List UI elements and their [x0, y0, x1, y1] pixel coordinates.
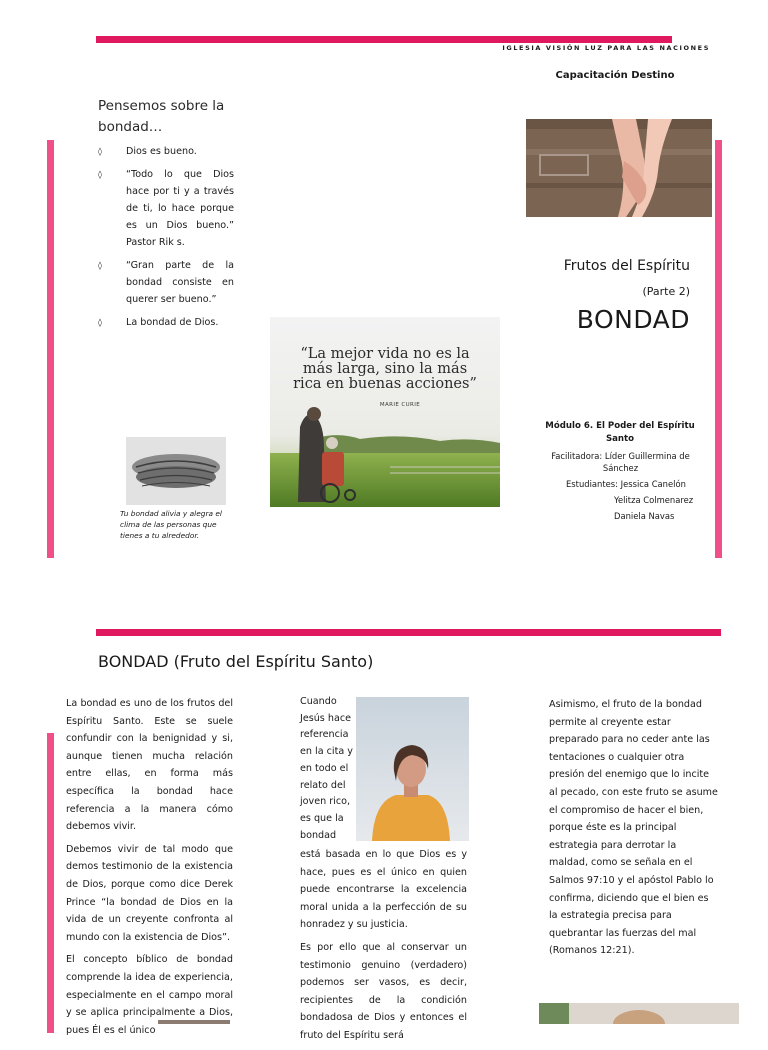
column-2: [300, 846, 467, 1050]
cover-part: (Parte 2): [642, 285, 690, 298]
right-side-bar: [715, 140, 722, 558]
column-2-wrap: [300, 694, 354, 844]
hands-wood-photo: [526, 119, 712, 217]
wrap-line: Cuando: [300, 696, 337, 707]
bullet-text: La bondad de Dios.: [126, 317, 219, 328]
woman-photo: [356, 697, 469, 841]
paragraph: Asimismo, el fruto de la bondad permite al creyente estar preparado para no ceder ante las tentaciones o cualquier otra presión del enemigo que lo incite al pecado, con este fruto se asume el compromiso de hacer el bien, porque éste es la principal estrategia para derrotar la maldad, como se señala en el Salmos 97:10 y el apóstol Pablo lo confirma, diciendo que el bien es la estrategia precisa para quebrantar las fuerzas del mal (Romanos 12:21).: [549, 699, 718, 957]
header-subtitle: Capacitación Destino: [555, 70, 675, 81]
facilitator: Facilitadora: Líder Guillermina de Sánchez: [551, 451, 690, 473]
list-item: [98, 314, 234, 331]
column-3: [549, 696, 718, 965]
list-item: [98, 257, 234, 308]
list-item: [98, 143, 234, 160]
diamond-bullet-icon: ◊: [98, 147, 102, 156]
reflection-title: Pensemos sobre la bondad…: [98, 98, 225, 135]
column-1: [66, 695, 233, 1044]
paragraph: Es por ello que al conservar un testimonio genuino (verdadero) podemos ser vasos, es decir, recipientes de la condición bondadosa de Dios y entonces el fruto del Espíritu será: [300, 941, 467, 1041]
hands-photo: [126, 437, 226, 505]
left-side-bar-page2: [47, 733, 54, 1033]
wrap-line: es que la: [300, 812, 344, 824]
paragraph: está basada en lo que Dios es y hace, pues es el único en quien puede encontrarse la excelencia moral unida a la perfección de su honradez y su justicia.: [300, 849, 467, 931]
wrap-line: en todo el: [300, 762, 349, 774]
wrap-line: en la cita y: [300, 746, 353, 758]
paragraph: Debemos vivir de tal modo que demos testimonio de la existencia de Dios, porque como dice Derek Prince “la bondad de Dios en la vida de un creyente confronta al mundo con la existencia de Dios”.: [66, 843, 233, 943]
bullet-text: Dios es bueno.: [126, 146, 197, 157]
wrap-line: Jesús hace: [300, 712, 351, 724]
section-accent-bar: [96, 629, 721, 636]
wrap-line: relato del: [300, 779, 346, 791]
quote-image: [270, 317, 500, 507]
reflection-bullet-list: [98, 143, 234, 337]
wrap-line: joven rico,: [300, 796, 351, 808]
wrap-line: referencia: [300, 729, 349, 741]
paragraph: La bondad es uno de los frutos del Espíritu Santo. Este se suele confundir con la benignidad y si, aunque tienen mucha relación entre ellas, en forma más específica la bondad hace referencia a la manera cómo debemos vivir.: [66, 698, 233, 833]
student-name: Jessica Canelón: [620, 479, 686, 489]
quote-author: MARIE CURIE: [379, 402, 421, 408]
student-name: Daniela Navas: [614, 511, 675, 521]
cover-title: Frutos del Espíritu: [563, 258, 690, 274]
bottom-right-photo: [539, 1003, 739, 1024]
top-accent-bar: [96, 36, 672, 43]
students-block: [566, 478, 706, 522]
organization-name: IGLESIA VISIÓN LUZ PARA LAS NACIONES: [502, 44, 710, 52]
diamond-bullet-icon: ◊: [98, 170, 102, 179]
bottom-left-photo: [158, 1020, 230, 1024]
student-name: Yelitza Colmenarez: [614, 495, 694, 505]
cover-heading: BONDAD: [576, 305, 690, 334]
paragraph: El concepto bíblico de bondad comprende la idea de experiencia, especialmente en el campo moral y se aplica principalmente a Dios, pues Él es el único: [66, 954, 233, 1036]
students-label: Estudiantes:: [566, 479, 618, 489]
module-title: Módulo 6. El Poder del Espíritu Santo: [545, 421, 695, 444]
wrap-line: bondad: [300, 829, 337, 841]
diamond-bullet-icon: ◊: [98, 318, 102, 327]
section-title: BONDAD (Fruto del Espíritu Santo): [98, 652, 374, 671]
list-item: [98, 166, 234, 251]
bullet-text: “Todo lo que Dios hace por ti y a través de ti, lo hace porque es un Dios bueno.” Pastor Rik s.: [126, 169, 234, 248]
left-side-bar: [47, 140, 54, 558]
hands-caption: Tu bondad alivia y alegra el clima de las personas que tienes a tu alrededor.: [120, 509, 222, 540]
bullet-text: “Gran parte de la bondad consiste en querer ser bueno.”: [126, 260, 234, 305]
diamond-bullet-icon: ◊: [98, 261, 102, 270]
quote-text: “La mejor vida no es la más larga, sino la más rica en buenas acciones”: [293, 346, 477, 392]
